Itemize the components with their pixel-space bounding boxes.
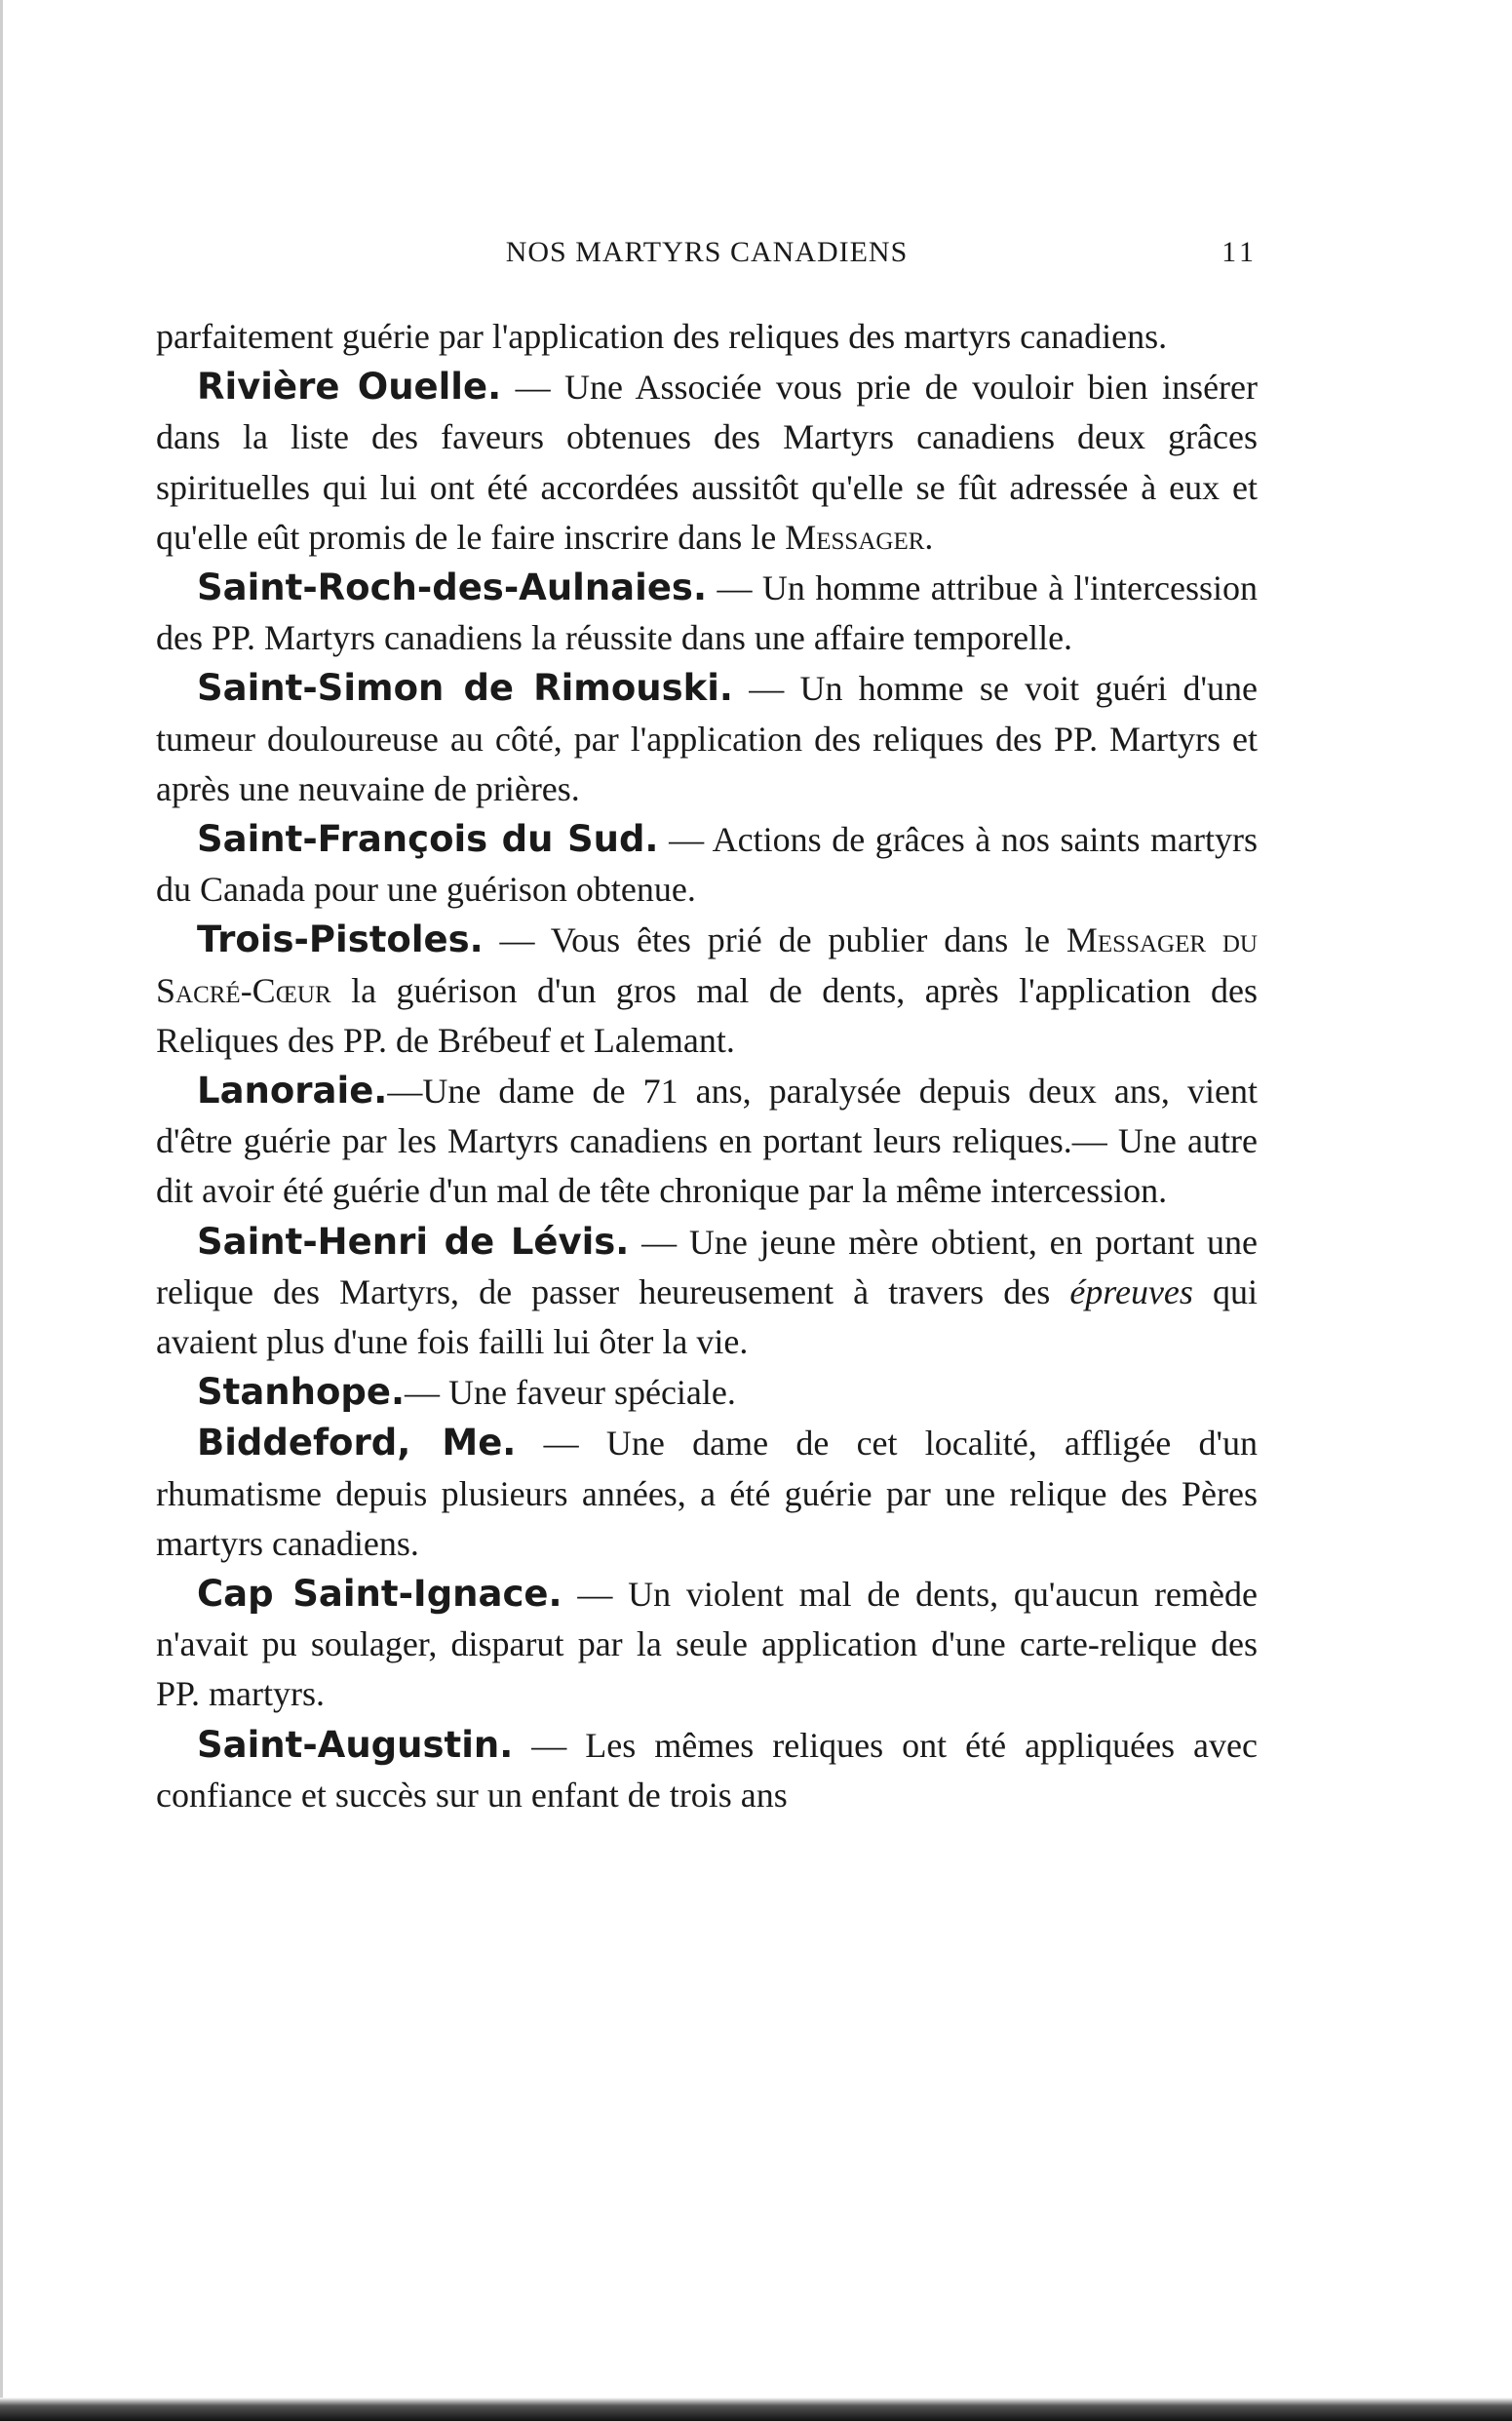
place-name: Trois-Pistoles. <box>197 918 484 961</box>
place-name: Stanhope. <box>197 1371 406 1414</box>
paragraph-saint-francois <box>156 814 1258 915</box>
paragraph-tail: la guérison d'un gros mal de dents, après l'application des Reliques des PP. de Brébeuf et Lalemant. <box>156 970 1258 1060</box>
paragraph-continuation <box>156 312 1258 362</box>
paragraph-saint-simon <box>156 663 1258 814</box>
paragraph-saint-roch <box>156 563 1258 663</box>
running-head <box>156 236 1258 275</box>
place-name: Cap Saint-Ignace. <box>197 1573 562 1616</box>
page-edge <box>0 0 3 2421</box>
paragraph-biddeford <box>156 1418 1258 1569</box>
paragraph-tail: . <box>924 517 934 557</box>
place-name: Rivière Ouelle. <box>197 366 502 409</box>
running-title: NOS MARTYRS CANADIENS <box>505 236 909 268</box>
paragraph-lanoraie <box>156 1066 1258 1217</box>
place-name: Biddeford, Me. <box>197 1422 517 1464</box>
paragraph-saint-henri <box>156 1217 1258 1368</box>
journal-title: Messager du Sacré-Cœur <box>156 920 1258 1010</box>
paragraph-tail: qui avaient plus d'une fois failli lui ôter la vie. <box>156 1271 1258 1362</box>
paragraph-text: parfaitement guérie par l'application des reliques des martyrs canadiens. <box>156 317 1168 356</box>
paragraph-text: — Une faveur spéciale. <box>405 1373 736 1413</box>
paragraph-riviere-ouelle <box>156 362 1258 563</box>
paragraph-text: — Vous êtes prié de publier dans le <box>483 920 1066 960</box>
paragraph-text: — Un violent mal de dents, qu'aucun remède n'avait pu soulager, disparut par la seule application d'une carte-relique des PP. martyrs. <box>156 1575 1258 1714</box>
paragraph-saint-augustin <box>156 1720 1258 1820</box>
paragraph-text: — Actions de grâces à nos saints martyrs du Canada pour une guérison obtenue. <box>156 820 1258 910</box>
body-text <box>156 312 1258 1820</box>
page-number: 11 <box>1221 236 1258 268</box>
paragraph-text: — Une Associée vous prie de vouloir bien insérer dans la liste des faveurs obtenues des Martyrs canadiens deux grâces spirituelles qui lui ont été accordées aussitôt qu'elle se fût adressée à eux et qu'elle eût promis de le faire inscrire dans le <box>156 368 1258 557</box>
place-name: Lanoraie. <box>197 1070 388 1113</box>
paragraph-trois-pistoles <box>156 915 1258 1066</box>
paragraph-text: —Une dame de 71 ans, paralysée depuis deux ans, vient d'être guérie par les Martyrs canadiens en portant leurs reliques.— Une autre dit avoir été guérie d'un mal de tête chronique par la même intercession. <box>156 1072 1258 1211</box>
paragraph-stanhope <box>156 1367 1258 1418</box>
paragraph-text: — Les mêmes reliques ont été appliquées avec confiance et succès sur un enfant de trois ans <box>156 1725 1258 1815</box>
italic-word: épreuves <box>1069 1271 1193 1311</box>
place-name: Saint-Henri de Lévis. <box>197 1220 630 1263</box>
paragraph-cap-saint-ignace <box>156 1569 1258 1720</box>
place-name: Saint-François du Sud. <box>197 818 659 861</box>
paragraph-text: — Une jeune mère obtient, en portant une relique des Martyrs, de passer heureusement à travers des <box>156 1222 1259 1311</box>
paragraph-text: — Une dame de cet localité, affligée d'un rhumatisme depuis plusieurs années, a été guérie par une relique des Pères martyrs canadiens. <box>156 1424 1258 1563</box>
place-name: Saint-Augustin. <box>197 1723 514 1766</box>
scan-bottom-edge <box>0 2398 1512 2421</box>
paragraph-text: — Un homme se voit guéri d'une tumeur douloureuse au côté, par l'application des reliques des PP. Martyrs et après une neuvaine de prières. <box>156 669 1258 808</box>
place-name: Saint-Simon de Rimouski. <box>197 667 733 710</box>
paragraph-text: — Un homme attribue à l'intercession des PP. Martyrs canadiens la réussite dans une affaire temporelle. <box>156 568 1258 658</box>
place-name: Saint-Roch-des-Aulnaies. <box>197 566 708 609</box>
journal-title: Messager <box>785 517 925 557</box>
